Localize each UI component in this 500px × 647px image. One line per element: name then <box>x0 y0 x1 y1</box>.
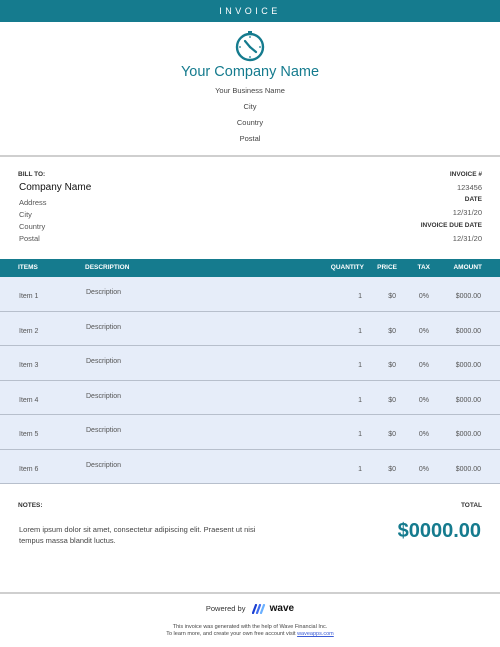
row-price: $0 <box>388 293 396 300</box>
total-amount: $0000.00 <box>397 520 481 542</box>
header-amount: AMOUNT <box>453 264 482 271</box>
table-header <box>0 259 500 277</box>
row-amount: $000.00 <box>455 396 481 404</box>
row-amount: $000.00 <box>455 465 481 473</box>
due-date-label: INVOICE DUE DATE <box>420 222 482 229</box>
row-quantity: 1 <box>358 327 362 335</box>
notes-label: NOTES: <box>18 502 43 509</box>
company-name: Your Company Name <box>180 64 320 80</box>
row-tax: 0% <box>418 362 429 369</box>
header-description: DESCRIPTION <box>85 264 130 271</box>
header-divider <box>0 155 500 157</box>
bill-to-label: BILL TO: <box>18 171 46 178</box>
company-country: Country <box>236 118 264 127</box>
clock-icon <box>234 30 266 62</box>
total-label: TOTAL <box>460 502 482 509</box>
company-city: City <box>243 102 257 111</box>
row-quantity: 1 <box>358 293 362 300</box>
row-tax: 0% <box>418 465 429 473</box>
row-tax: 0% <box>418 431 429 438</box>
bill-to-city: City <box>19 210 32 219</box>
header-quantity: QUANTITY <box>330 264 364 271</box>
invoice-title-bar <box>0 0 500 22</box>
row-item: Item 2 <box>19 327 39 335</box>
row-quantity: 1 <box>358 465 362 473</box>
header-items: ITEMS <box>18 264 38 271</box>
table-row <box>0 277 500 312</box>
due-date: 12/31/20 <box>452 234 482 243</box>
header-tax: TAX <box>417 264 430 271</box>
row-description: Description <box>86 358 122 365</box>
waveapps-link[interactable]: waveapps.com <box>297 631 334 637</box>
row-amount: $000.00 <box>455 327 481 335</box>
footer-line-2-text: To learn more, and create your own free account visit <box>166 631 296 637</box>
table-row <box>0 346 500 381</box>
row-quantity: 1 <box>358 396 362 404</box>
row-description: Description <box>86 323 122 331</box>
invoice-title: INVOICE <box>219 6 281 16</box>
notes-text: Lorem ipsum dolor sit amet, consectetur adipiscing elit. Praesent ut nisi tempus massa blandit luctus. <box>19 525 256 545</box>
wave-brand: wave <box>269 603 295 614</box>
bill-to-postal: Postal <box>19 234 40 243</box>
company-header <box>0 22 500 156</box>
row-item: Item 4 <box>19 396 39 404</box>
row-amount: $000.00 <box>455 431 481 438</box>
wave-logo-icon <box>252 604 266 614</box>
row-description: Description <box>86 461 122 469</box>
row-quantity: 1 <box>358 431 362 438</box>
footer-line-2 <box>0 631 500 637</box>
row-item: Item 6 <box>19 465 39 473</box>
footer-line-1: This invoice was generated with the help of Wave Financial Inc. <box>172 624 328 630</box>
powered-by-text: Powered by <box>205 604 246 613</box>
invoice-date: 12/31/20 <box>452 208 482 217</box>
row-price: $0 <box>388 465 396 473</box>
row-description: Description <box>86 289 122 296</box>
row-tax: 0% <box>418 327 429 335</box>
row-item: Item 5 <box>19 431 39 438</box>
date-label: DATE <box>464 196 482 203</box>
bill-to-company: Company Name <box>19 182 92 193</box>
row-amount: $000.00 <box>455 362 481 369</box>
row-price: $0 <box>388 362 396 369</box>
powered-by <box>0 603 500 614</box>
invoice-number-label: INVOICE # <box>449 171 482 178</box>
row-quantity: 1 <box>358 362 362 369</box>
row-item: Item 3 <box>19 362 39 369</box>
business-name: Your Business Name <box>215 86 285 95</box>
footer-divider <box>0 592 500 594</box>
row-tax: 0% <box>418 293 429 300</box>
table-row <box>0 312 500 347</box>
table-row <box>0 450 500 485</box>
row-tax: 0% <box>418 396 429 404</box>
row-description: Description <box>86 427 122 434</box>
bill-to-address: Address <box>19 198 47 207</box>
table-row <box>0 415 500 450</box>
header-price: PRICE <box>377 264 397 271</box>
row-price: $0 <box>388 431 396 438</box>
bill-to-country: Country <box>19 222 46 231</box>
invoice-number: 123456 <box>456 183 482 192</box>
row-item: Item 1 <box>19 293 39 300</box>
row-description: Description <box>86 392 122 400</box>
company-postal: Postal <box>239 134 261 143</box>
table-row <box>0 381 500 416</box>
line-items <box>0 277 500 484</box>
row-price: $0 <box>388 327 396 335</box>
row-amount: $000.00 <box>455 293 481 300</box>
row-price: $0 <box>388 396 396 404</box>
